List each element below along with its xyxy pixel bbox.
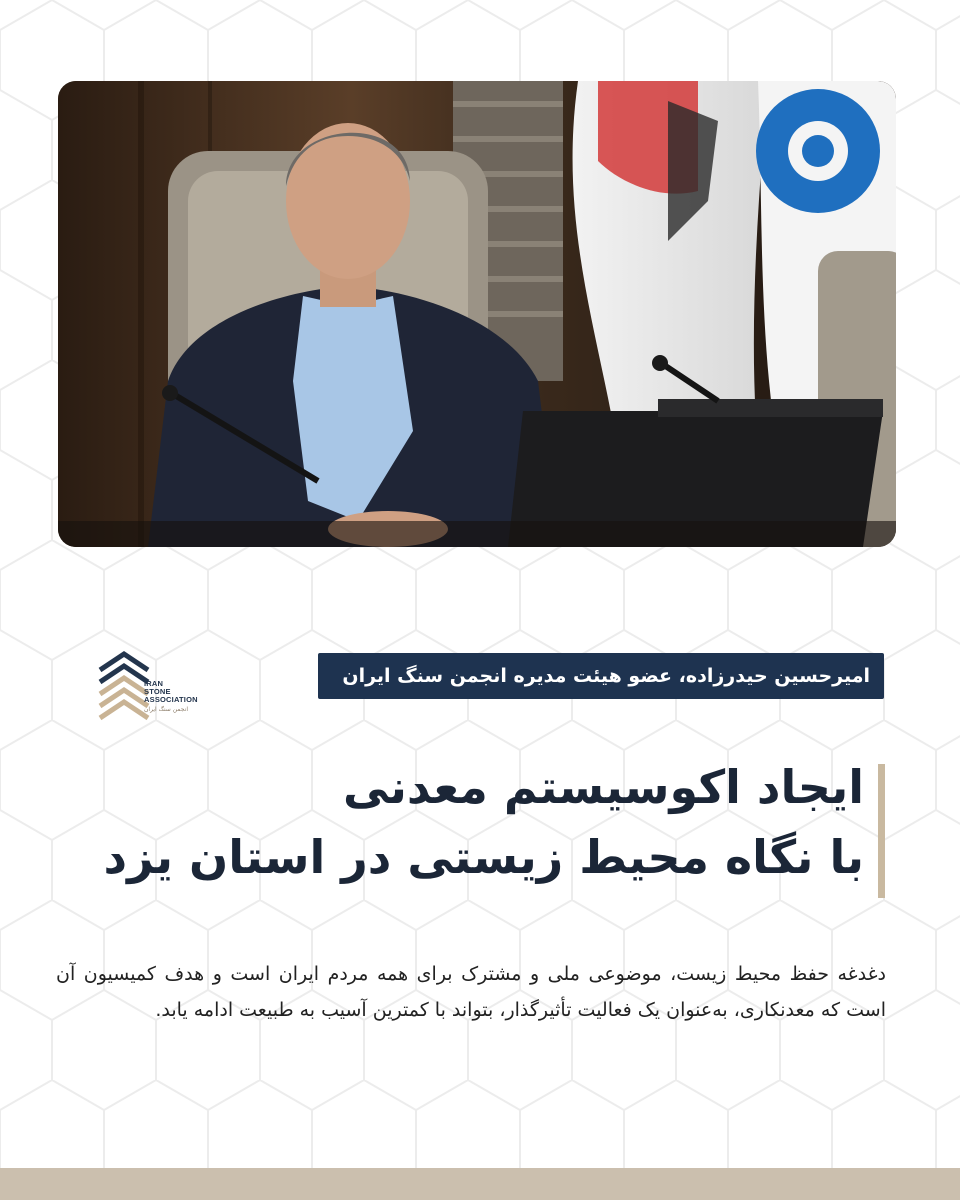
subtitle-bar: [318, 653, 884, 699]
headline-accent-line: [878, 764, 885, 898]
headline: [84, 752, 864, 892]
subtitle-text: امیرحسین حیدرزاده، عضو هیئت مدیره انجمن سنگ ایران: [342, 665, 870, 687]
logo-persian-text: انجمن سنگ ایران: [144, 706, 188, 713]
article-photo: [58, 81, 896, 547]
headline-line-1: ایجاد اکوسیستم معدنی: [343, 760, 864, 814]
body-paragraph: دغدغه حفظ محیط زیست، موضوعی ملی و مشترک برای همه مردم ایران است و هدف کمیسیون آن است که معدنکاری، به‌عنوان یک فعالیت تأثیرگذار، بتواند با کمترین آسیب به طبیعت ادامه یابد.: [56, 963, 886, 1021]
logo-english-text: IRAN STONE ASSOCIATION: [144, 679, 198, 704]
headline-line-2: با نگاه محیط زیستی در استان یزد: [103, 830, 864, 884]
bottom-band: [0, 1168, 960, 1200]
